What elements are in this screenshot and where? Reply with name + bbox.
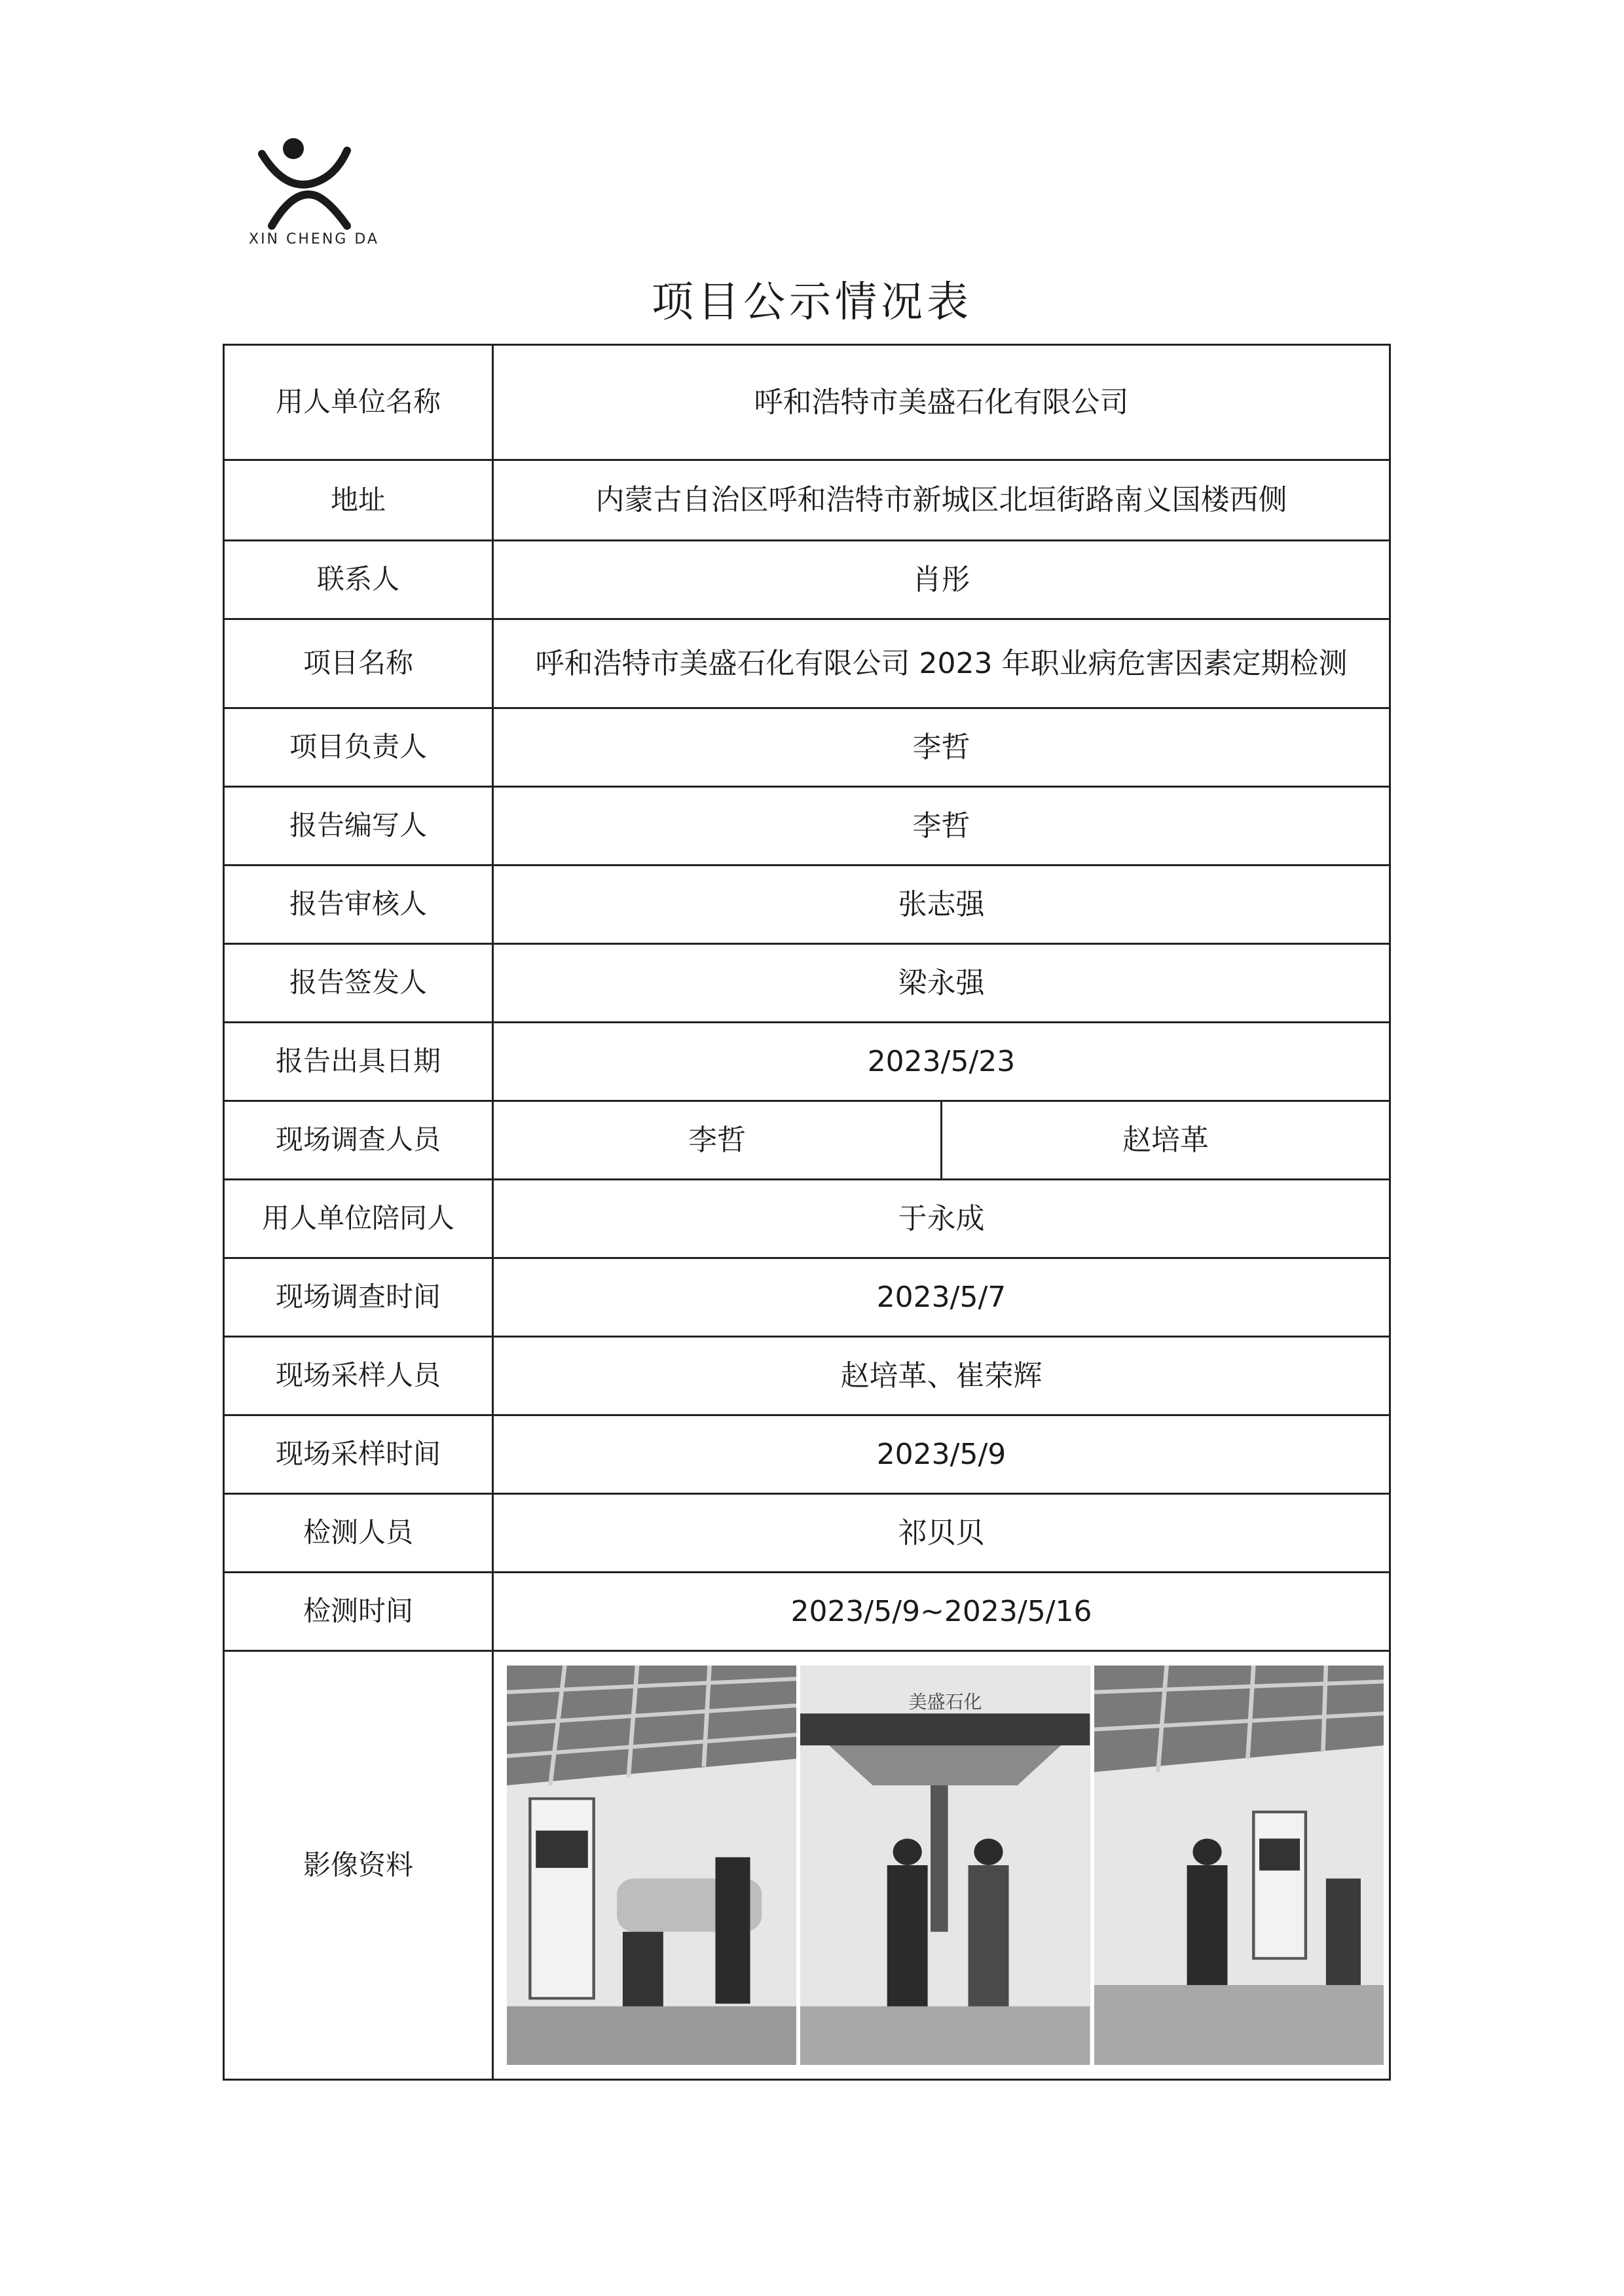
site-sampling-time-value: 2023/5/9 (493, 1415, 1390, 1494)
report-issuer-value: 梁永强 (493, 944, 1390, 1023)
address-label: 地址 (224, 460, 493, 541)
project-lead-label: 项目负责人 (224, 708, 493, 787)
site-photo-2 (800, 1666, 1090, 2065)
table-row (224, 1258, 1390, 1337)
site-investigators-label: 现场调查人员 (224, 1101, 493, 1180)
project-info-table (223, 344, 1391, 2081)
report-reviewer-value: 张志强 (493, 866, 1390, 944)
site-samplers-value: 赵培革、崔荣辉 (493, 1337, 1390, 1415)
table-row (224, 345, 1390, 460)
images-cell (493, 1651, 1390, 2080)
table-row (224, 1651, 1390, 2080)
employer-label: 用人单位名称 (224, 345, 493, 460)
report-issuer-label: 报告签发人 (224, 944, 493, 1023)
site-photo-1 (507, 1666, 796, 2065)
images-label: 影像资料 (224, 1651, 493, 2080)
logo-mark-icon (249, 134, 360, 232)
site-photo-3 (1094, 1666, 1384, 2065)
testing-time-value: 2023/5/9~2023/5/16 (493, 1573, 1390, 1651)
table-row (224, 787, 1390, 866)
table-row (224, 708, 1390, 787)
project-name-value: 呼和浩特市美盛石化有限公司 2023 年职业病危害因素定期检测 (493, 619, 1390, 708)
table-row (224, 460, 1390, 541)
site-sampling-time-label: 现场采样时间 (224, 1415, 493, 1494)
address-value: 内蒙古自治区呼和浩特市新城区北垣街路南义国楼西侧 (493, 460, 1390, 541)
table-row (224, 541, 1390, 619)
table-row (224, 1023, 1390, 1101)
table-row (224, 619, 1390, 708)
table-row (224, 1101, 1390, 1180)
testers-value: 祁贝贝 (493, 1494, 1390, 1573)
report-writer-value: 李哲 (493, 787, 1390, 866)
table-row (224, 1415, 1390, 1494)
employer-value: 呼和浩特市美盛石化有限公司 (493, 345, 1390, 460)
table-row (224, 866, 1390, 944)
page-title: 项目公示情况表 (652, 278, 972, 327)
table-row (224, 1337, 1390, 1415)
testers-label: 检测人员 (224, 1494, 493, 1573)
site-investigation-time-value: 2023/5/7 (493, 1258, 1390, 1337)
gas-station-canopy-icon (507, 1666, 796, 2065)
logo-text: XIN CHENG DA (249, 231, 379, 247)
site-investigator-1: 李哲 (493, 1101, 942, 1180)
table-row (224, 1573, 1390, 1651)
company-logo (249, 134, 379, 252)
testing-time-label: 检测时间 (224, 1573, 493, 1651)
contact-value: 肖彤 (493, 541, 1390, 619)
site-samplers-label: 现场采样人员 (224, 1337, 493, 1415)
table-row (224, 944, 1390, 1023)
site-investigation-time-label: 现场调查时间 (224, 1258, 493, 1337)
project-name-label: 项目名称 (224, 619, 493, 708)
report-writer-label: 报告编写人 (224, 787, 493, 866)
project-lead-value: 李哲 (493, 708, 1390, 787)
table-row (224, 1494, 1390, 1573)
photo-strip (494, 1659, 1389, 2071)
contact-label: 联系人 (224, 541, 493, 619)
station-sign: 美盛石化 (908, 1690, 982, 1713)
site-investigator-2: 赵培革 (942, 1101, 1390, 1180)
employer-escort-value: 于永成 (493, 1180, 1390, 1258)
report-date-label: 报告出具日期 (224, 1023, 493, 1101)
table-row (224, 1180, 1390, 1258)
report-date-value: 2023/5/23 (493, 1023, 1390, 1101)
fuel-pump-icon (1094, 1666, 1384, 2065)
report-reviewer-label: 报告审核人 (224, 866, 493, 944)
employer-escort-label: 用人单位陪同人 (224, 1180, 493, 1258)
gas-station-entrance-icon (800, 1666, 1090, 2065)
